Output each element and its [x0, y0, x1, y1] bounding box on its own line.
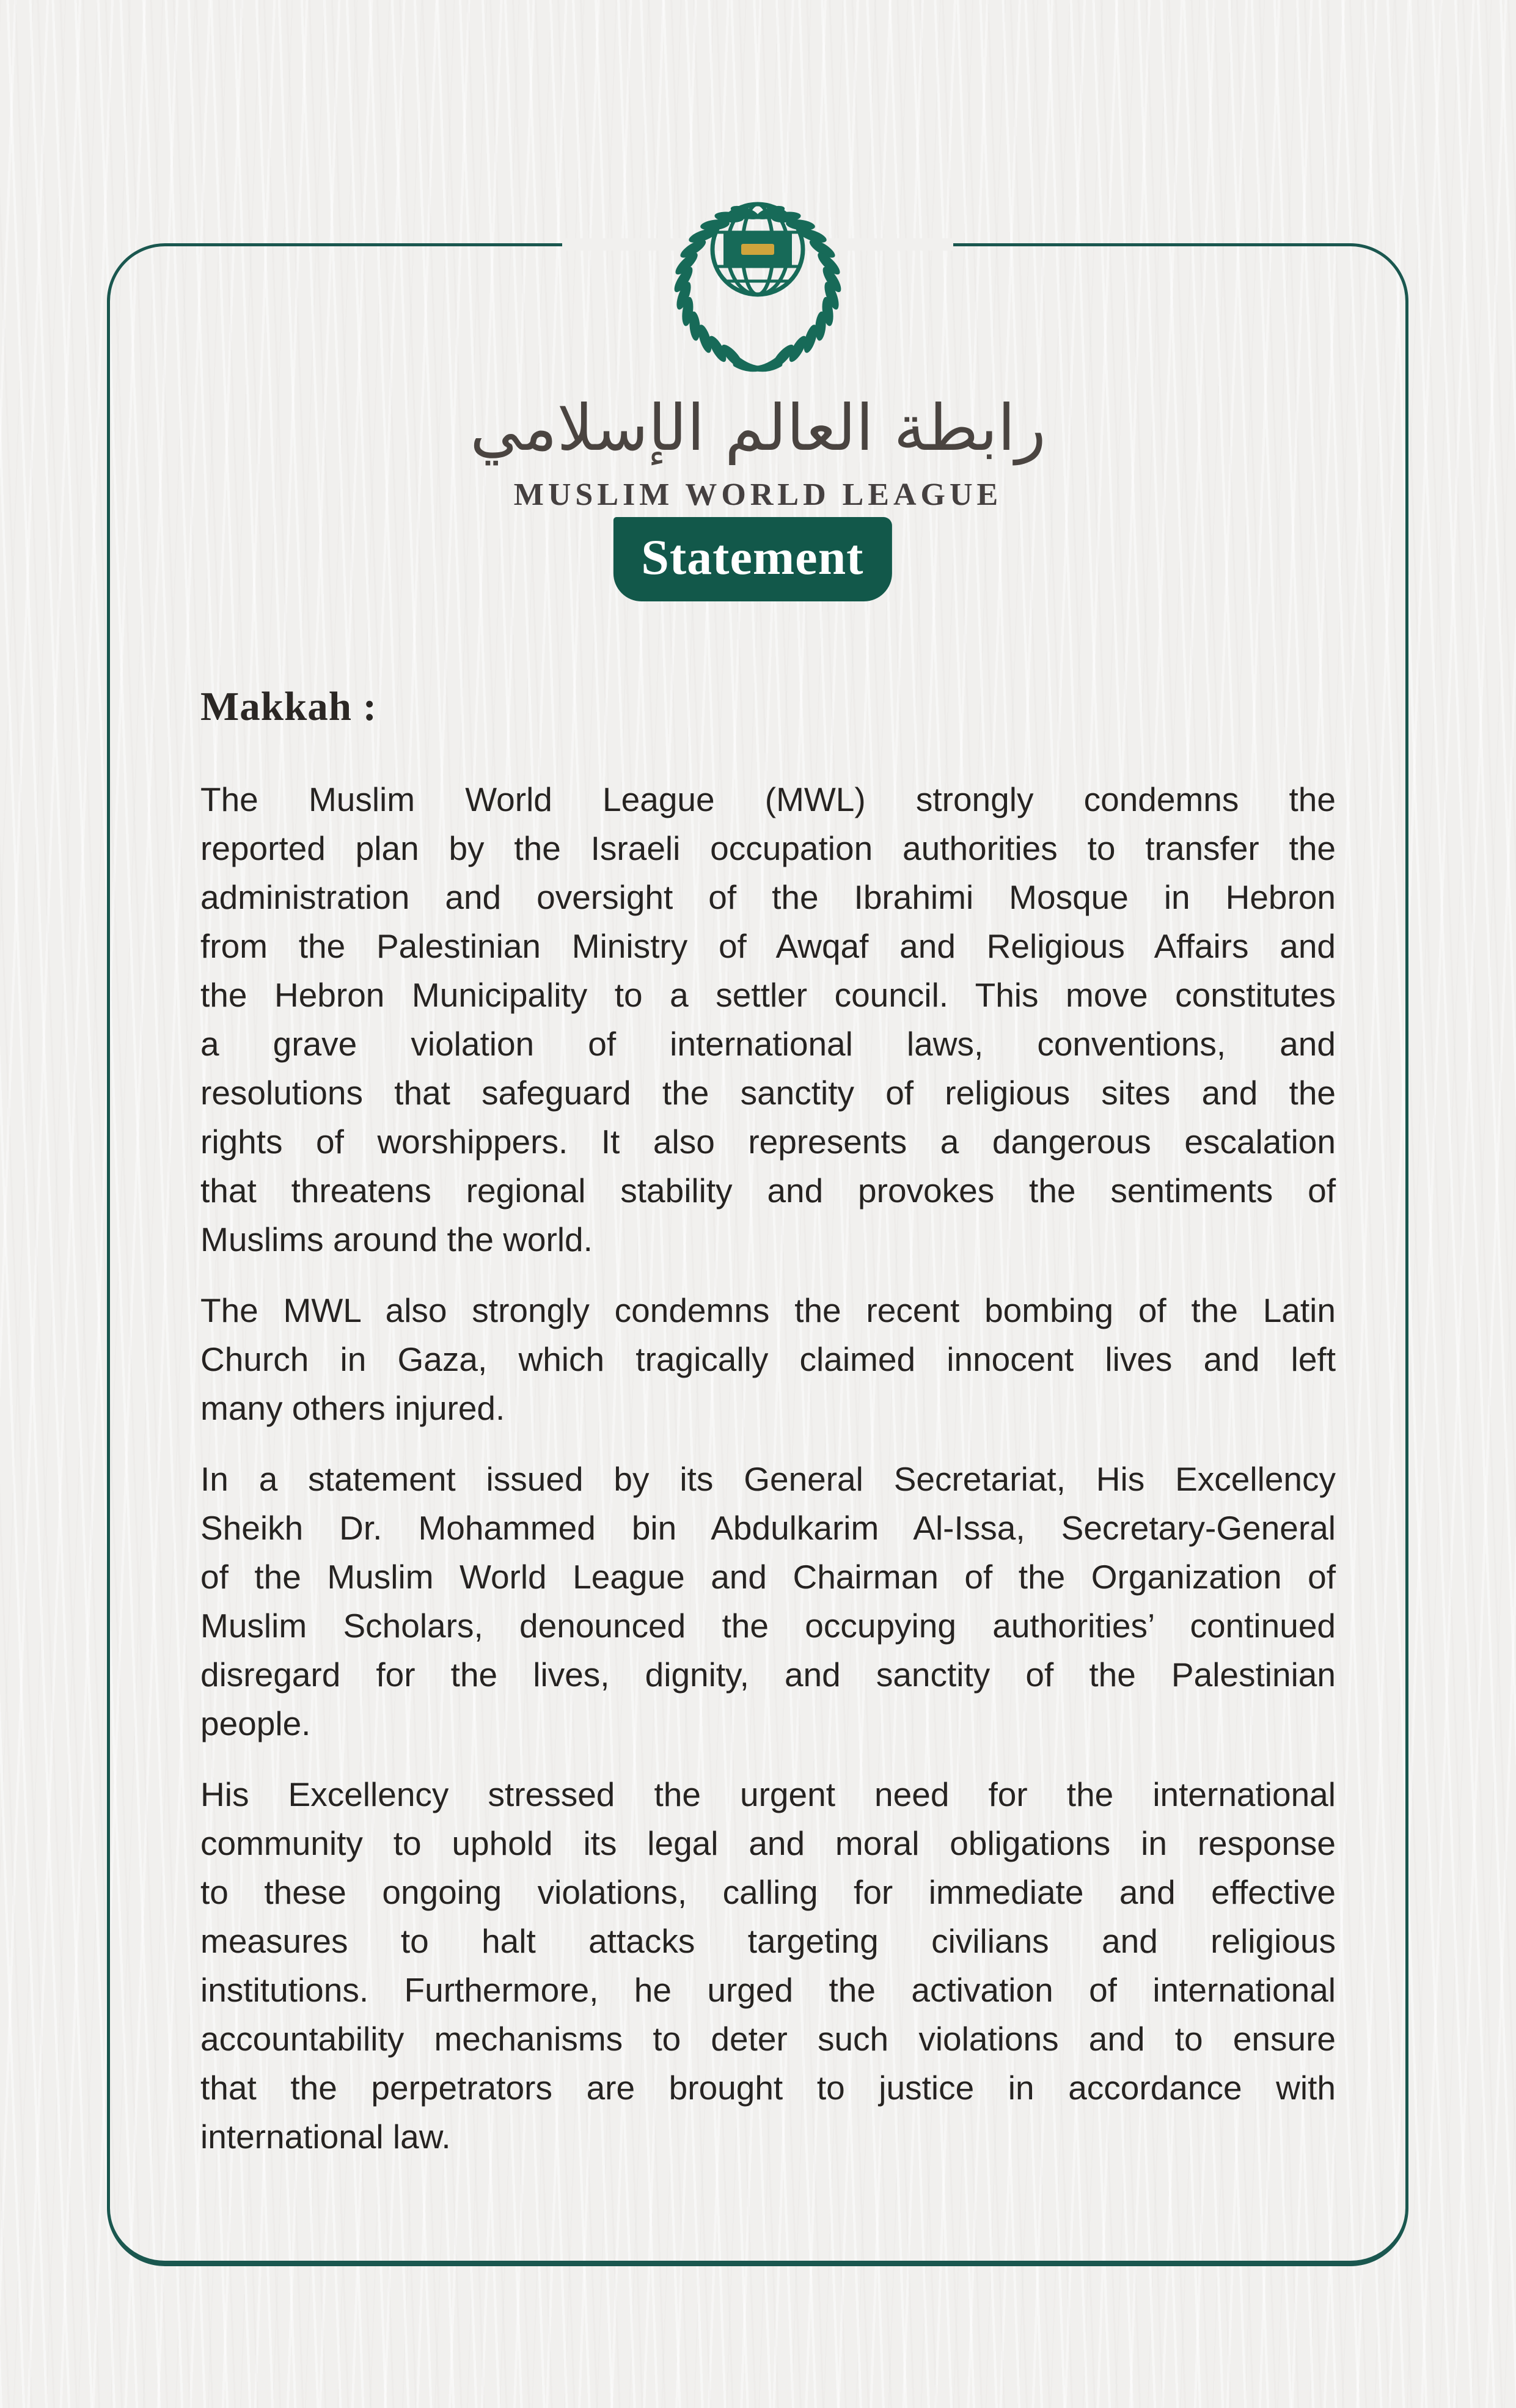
- paragraph-line: of the Muslim World League and Chairman of the Organization of: [200, 1558, 1336, 1596]
- paragraph-line: disregard for the lives, dignity, and sanctity of the Palestinian: [200, 1656, 1336, 1694]
- paragraph-line: The MWL also strongly condemns the recent bombing of the Latin: [200, 1291, 1336, 1329]
- paragraph: [200, 1770, 1336, 2161]
- paragraph-line: many others injured.: [200, 1389, 505, 1427]
- paragraph-line: the Hebron Municipality to a settler council. This move constitutes: [200, 976, 1336, 1014]
- gold-band: [741, 244, 774, 255]
- paragraph-line: international law.: [200, 2118, 451, 2156]
- paragraph-line: In a statement issued by its General Secretariat, His Excellency: [200, 1460, 1336, 1498]
- paragraph-line: people.: [200, 1705, 311, 1742]
- paragraph: [200, 775, 1336, 1264]
- paragraph-line: rights of worshippers. It also represents a dangerous escalation: [200, 1123, 1336, 1161]
- paragraph-line: The Muslim World League (MWL) strongly condemns the: [200, 780, 1336, 818]
- paragraph-line: administration and oversight of the Ibrahimi Mosque in Hebron: [200, 878, 1336, 916]
- paragraph-line: Muslim Scholars, denounced the occupying authorities’ continued: [200, 1607, 1336, 1645]
- arabic-calligraphy: رابطة العالم الإسلامي: [470, 391, 1046, 465]
- paragraph-line: from the Palestinian Ministry of Awqaf and Religious Affairs and: [200, 927, 1336, 965]
- statement-banner: Statement: [613, 517, 892, 601]
- paragraph-line: accountability mechanisms to deter such violations and to ensure: [200, 2020, 1336, 2058]
- paragraph-line: resolutions that safeguard the sanctity of religious sites and the: [200, 1074, 1336, 1112]
- statement-body: [200, 775, 1336, 2183]
- paragraph-line: institutions. Furthermore, he urged the activation of international: [200, 1971, 1336, 2009]
- paragraph-line: reported plan by the Israeli occupation authorities to transfer the: [200, 829, 1336, 867]
- mwl-emblem-icon: [660, 183, 855, 380]
- paragraph-line: measures to halt attacks targeting civilians and religious: [200, 1922, 1336, 1960]
- paragraph: [200, 1455, 1336, 1748]
- paragraph-line: His Excellency stressed the urgent need for the international: [200, 1775, 1336, 1813]
- org-name-text: MUSLIM WORLD LEAGUE: [513, 477, 1003, 512]
- paragraph: [200, 1286, 1336, 1433]
- paragraph-line: Church in Gaza, which tragically claimed innocent lives and left: [200, 1340, 1336, 1378]
- paragraph-line: to these ongoing violations, calling for immediate and effective: [200, 1873, 1336, 1911]
- paragraph-line: a grave violation of international laws, conventions, and: [200, 1025, 1336, 1063]
- paragraph-line: that threatens regional stability and provokes the sentiments of: [200, 1172, 1336, 1210]
- paragraph-line: Muslims around the world.: [200, 1221, 593, 1258]
- paragraph-line: community to uphold its legal and moral obligations in response: [200, 1824, 1336, 1862]
- dateline-heading: Makkah :: [200, 684, 378, 729]
- paragraph-line: that the perpetrators are brought to justice in accordance with: [200, 2069, 1336, 2107]
- paragraph-line: Sheikh Dr. Mohammed bin Abdulkarim Al-Issa, Secretary-General: [200, 1509, 1336, 1547]
